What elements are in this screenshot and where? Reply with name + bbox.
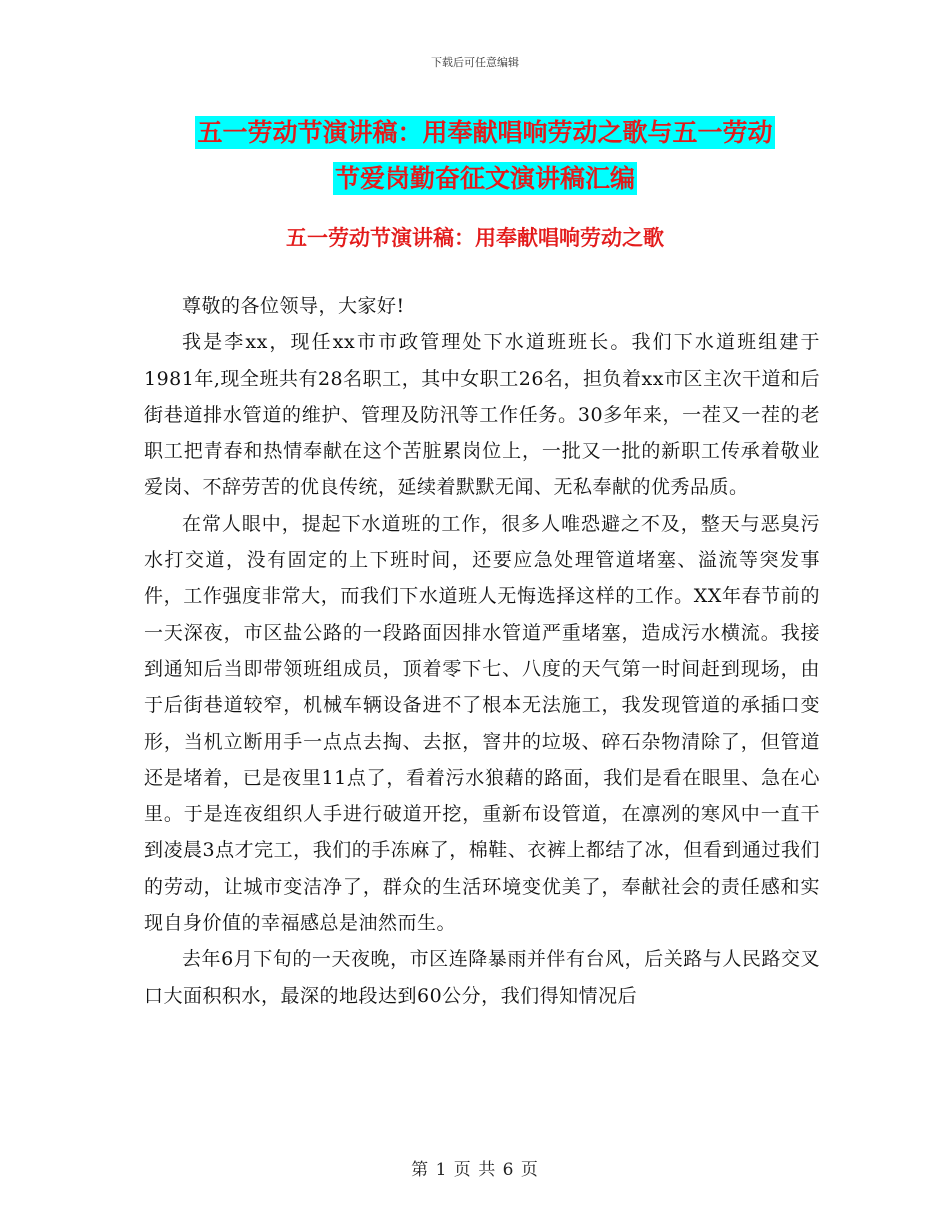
header-note: 下载后可任意编辑 xyxy=(431,56,519,69)
page-footer: 第 1 页 共 6 页 xyxy=(411,1160,539,1180)
paragraph: 尊敬的各位领导，大家好! xyxy=(182,295,405,317)
paragraph: 去年6月下旬的一天夜晚，市区连降暴雨并伴有台风，后关路与人民路交叉口大面积积水，最深的地段达到60公分，我们得知情况后 xyxy=(144,948,820,1007)
paragraph: 我是李xx，现任xx市市政管理处下水道班班长。我们下水道班组建于1981年,现全班共有28名职工，其中女职工26名，担负着xx市区主次干道和后街巷道排水管道的维护、管理及防汛等工作任务。30多年来，一茬又一茬的老职工把青春和热情奉献在这个苦脏累岗位上，一批又一批的新职工传承着敬业爱岗、不辞劳苦的优良传统，延续着默默无闻、无私奉献的优秀品质。 xyxy=(144,331,820,499)
document-title xyxy=(140,110,830,202)
document-title-line-2: 节爱岗勤奋征文演讲稿汇编 xyxy=(334,164,635,193)
paragraph: 在常人眼中，提起下水道班的工作，很多人唯恐避之不及，整天与恶臭污水打交道，没有固定的上下班时间，还要应急处理管道堵塞、溢流等突发事件，工作强度非常大，而我们下水道班人无悔选择这样的工作。XX年春节前的一天深夜，市区盐公路的一段路面因排水管道严重堵塞，造成污水横流。我接到通知后当即带领班组成员，顶着零下七、八度的天气第一时间赶到现场，由于后街巷道较窄，机械车辆设备进不了根本无法施工，我发现管道的承插口变形，当机立断用手一点点去掏、去抠，窨井的垃圾、碎石杂物清除了，但管道还是堵着，已是夜里11点了，看着污水狼藉的路面，我们是看在眼里、急在心里。于是连夜组织人手进行破道开挖，重新布设管道，在凛冽的寒风中一直干到凌晨3点才完工，我们的手冻麻了，棉鞋、衣裤上都结了冰，但看到通过我们的劳动，让城市变洁净了，群众的生活环境变优美了，奉献社会的责任感和实现自身价值的幸福感总是油然而生。 xyxy=(144,512,820,935)
section-title: 五一劳动节演讲稿：用奉献唱响劳动之歌 xyxy=(286,225,664,250)
document-body xyxy=(144,288,820,1014)
document-title-line-1: 五一劳动节演讲稿：用奉献唱响劳动之歌与五一劳动 xyxy=(197,118,773,147)
